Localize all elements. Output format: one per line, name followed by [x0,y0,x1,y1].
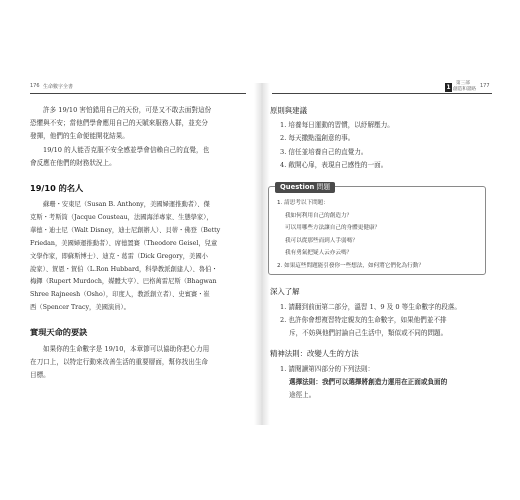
question-box [268,183,486,275]
destiny-paragraph [30,343,252,383]
question-label-zh: 問題 [316,183,331,191]
famous-paragraph [30,199,252,315]
text-line: 會反應在他們的財務狀況上。 [30,158,116,167]
question-item: 我可以從那些而到人手弱嗎？ [285,237,358,244]
principles-heading: 原則與建議 [270,106,307,115]
question-item: 1. 請思考以下問題： [277,200,329,206]
principles-list [280,119,490,173]
text-line: Shree Rajneesh（Osho），印度人，教派創立者）、史賓賽・崔 [30,291,210,299]
famous-heading: 19/10 的名人 [30,183,84,193]
chapter-mark: 1 [446,84,451,91]
question-item: 我有勇氣把疑人云亦云嗎？ [285,250,353,257]
list-item: 4. 敞開心扉，表現自己感性的一面。 [280,161,388,170]
right-header-rule [272,93,492,94]
spirit-list [280,363,492,403]
text-line: Friedan，美國婦運推動者）、席德置賽（Theodore Geisel，兒童 [30,239,218,247]
spirit-heading: 精神法則：改變人生的方法 [270,349,359,358]
right-page [262,83,492,425]
text-line: 梅鐸（Rupert Murdoch，媒體大亨）、巴格萬雷尼斯（Bhagwan [30,278,217,286]
list-item: 3. 信任並培養自己的直覺力。 [280,147,368,156]
text-line: 恐懼與不安；當他們學會應用自己的天賦來服務人群，並充分 [30,119,209,128]
text-line: 文學作家，即蘇斯博士）、迪克・葛雷（Dick Gregory，美國小 [30,252,208,260]
text-line: 如果你的生命數字是 19/10，本章節可以協助你把心力用 [43,345,210,353]
text-line: 西（Spencer Tracy，美國演員）。 [30,304,130,312]
book-spread [30,83,492,425]
text-line: 蘇珊・安東尼（Susan B. Anthony，美國婦運推動者）、傑 [43,201,210,208]
question-item: 可以用哪些方法讓自己的身體更健康？ [285,225,381,232]
question-label-en: Question [280,183,315,191]
text-line: 目標。 [30,371,50,380]
question-item: 我如何利用自己的創造力？ [285,212,353,219]
list-item: 途徑上。 [289,391,316,400]
list-item: 1. 請翻到前面第二部分，溫習 1、9 及 0 等生命數字的段落。 [280,303,462,311]
destiny-heading: 實現天命的要訣 [30,327,88,337]
left-page [30,83,262,425]
text-line: 華德・迪士尼（Walt Disney，迪士尼創辦人）、貝蒂・佛登（Betty [30,226,221,234]
question-label [275,182,335,193]
list-item: 2. 每天撒點溫創意的事。 [280,134,355,143]
list-item: 1. 培養每日運動的習慣，以紓解壓力。 [280,121,394,129]
list-item: 斥，不妨與他們討論自己生活中，類似或不同的問題。 [289,329,448,338]
text-line: 許多 19/10 害怕錯用自己的天份，可是又不敢去面對這份 [43,106,212,114]
text-line: 克斯・考斯筒（Jacque Cousteau，法國海洋專家、生態學家）， [30,213,213,221]
text-line: 說家）、賀恩・賀伯（L.Ron Hubbard，科學教派創建人）、魯伯・ [30,265,218,273]
list-item: 1. 請閱讀第四部分的下列法則： [280,365,375,373]
question-list [277,197,424,273]
text-line: 19/10 的人能否克服不安全感並學會信賴自己的直覺，也 [43,145,210,154]
left-page-number: 176 [30,83,40,89]
chapter-label: 第三部 [456,81,470,86]
question-item: 2. 如果這些問題能引發你一些想法，如何將它們化為行動？ [277,262,424,269]
deeper-list [280,301,492,341]
list-item: 2. 也許你會想複習特定親友的生命數字，如果他們並不排 [280,316,447,325]
text-line: 在刀口上，以特定行動來改善生活的重要層面，幫你找出生命 [30,358,209,367]
deeper-heading: 深入了解 [270,287,300,296]
left-running-head: 生命數字全書 [43,84,74,90]
chapter-title: 創造和諧路 [453,87,476,92]
right-page-number: 177 [480,83,490,89]
intro-paragraph [30,104,250,170]
list-item: 選擇法則：我們可以選擇將創造力運用在正面或負面的 [289,378,448,387]
left-header-rule [30,93,246,94]
text-line: 發揮，他們的生命便能開花結果。 [30,132,129,141]
